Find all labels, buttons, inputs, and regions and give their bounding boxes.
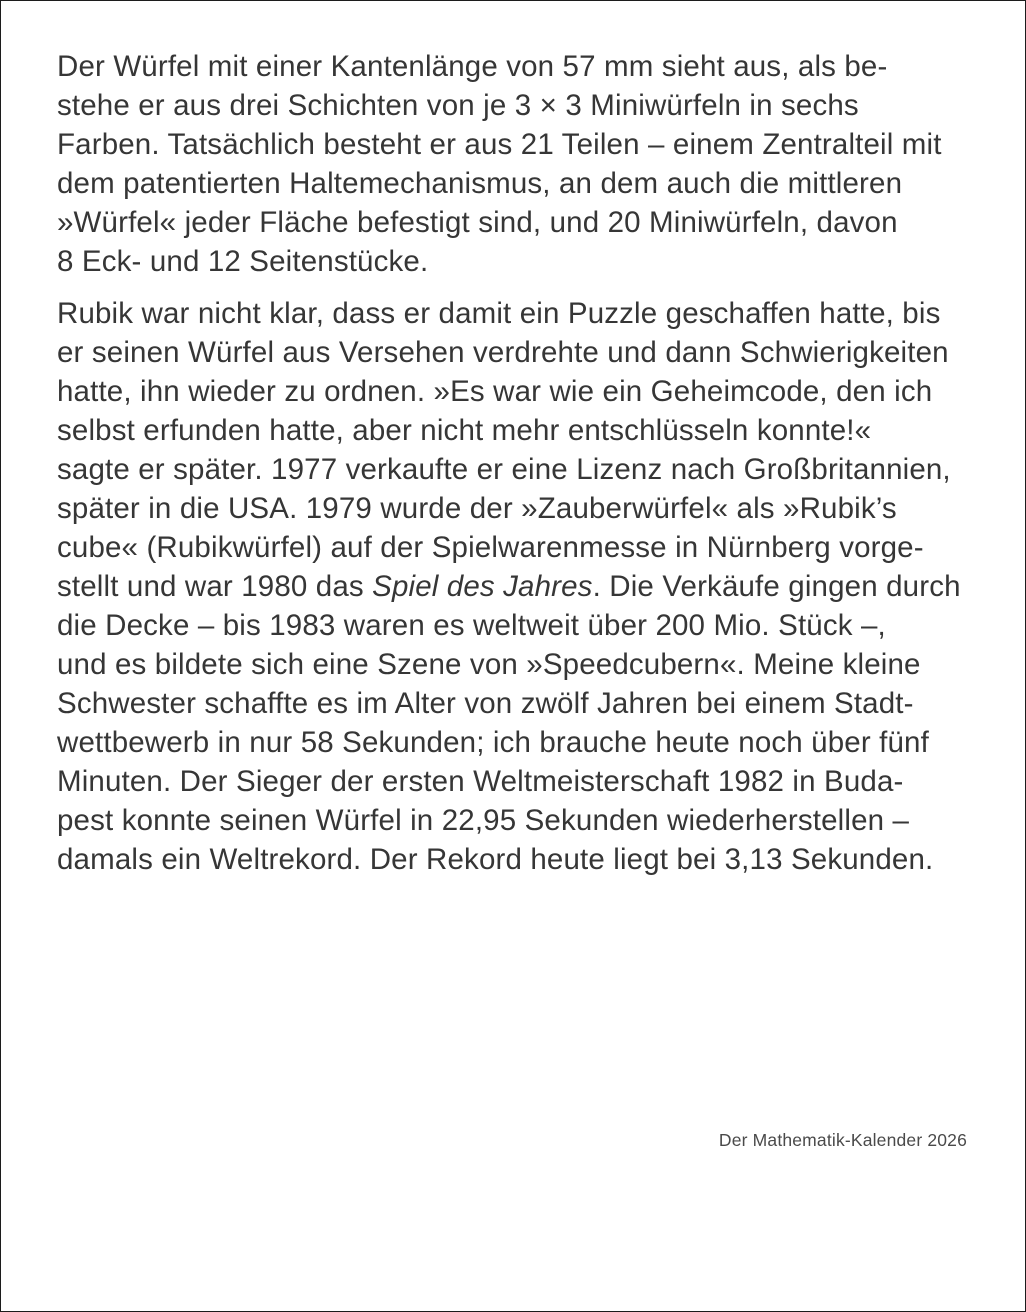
line-text-before: stellt und war 1980 das: [57, 570, 373, 603]
text-line: »Würfel« jeder Fläche befestigt sind, und 20 Miniwürfeln, davon: [57, 206, 898, 239]
article-body: [57, 47, 969, 879]
text-line: die Decke – bis 1983 waren es weltweit über 200 Mio. Stück –,: [57, 609, 886, 642]
text-line: damals ein Weltrekord. Der Rekord heute liegt bei 3,13 Sekunden.: [57, 843, 934, 876]
text-line: Minuten. Der Sieger der ersten Weltmeisterschaft 1982 in Buda-: [57, 765, 904, 798]
text-line: selbst erfunden hatte, aber nicht mehr entschlüsseln konnte!«: [57, 414, 872, 447]
text-line: Rubik war nicht klar, dass er damit ein Puzzle geschaffen hatte, bis: [57, 297, 941, 330]
paragraph-cube-construction: [57, 47, 969, 281]
page-footer-credit: Der Mathematik-Kalender 2026: [718, 1130, 967, 1150]
text-line: pest konnte seinen Würfel in 22,95 Sekunden wiederherstellen –: [57, 804, 910, 837]
paragraph-rubik-history: [57, 294, 969, 879]
text-line: später in die USA. 1979 wurde der »Zauberwürfel« als »Rubik’s: [57, 492, 897, 525]
text-line: sagte er später. 1977 verkaufte er eine Lizenz nach Großbritannien,: [57, 453, 951, 486]
text-line: 8 Eck- und 12 Seitenstücke.: [57, 245, 429, 278]
text-line: wettbewerb in nur 58 Sekunden; ich brauche heute noch über fünf: [57, 726, 929, 759]
text-line: er seinen Würfel aus Versehen verdrehte und dann Schwierigkeiten: [57, 336, 949, 369]
text-line: cube« (Rubikwürfel) auf der Spielwarenmesse in Nürnberg vorge-: [57, 531, 924, 564]
text-line-with-title: [57, 567, 969, 606]
game-title-spiel-des-jahres: Spiel des Jahres: [372, 570, 593, 603]
text-line: und es bildete sich eine Szene von »Speedcubern«. Meine kleine: [57, 648, 921, 681]
text-line: Der Würfel mit einer Kantenlänge von 57 mm sieht aus, als be-: [57, 50, 888, 83]
text-line: Schwester schaffte es im Alter von zwölf Jahren bei einem Stadt-: [57, 687, 914, 720]
text-line: stehe er aus drei Schichten von je 3 × 3 Miniwürfeln in sechs: [57, 89, 859, 122]
text-line: hatte, ihn wieder zu ordnen. »Es war wie ein Geheimcode, den ich: [57, 375, 933, 408]
text-line: Farben. Tatsächlich besteht er aus 21 Teilen – einem Zentralteil mit: [57, 128, 942, 161]
text-line: dem patentierten Haltemechanismus, an dem auch die mittleren: [57, 167, 903, 200]
line-text-after: . Die Verkäufe gingen durch: [592, 570, 961, 603]
